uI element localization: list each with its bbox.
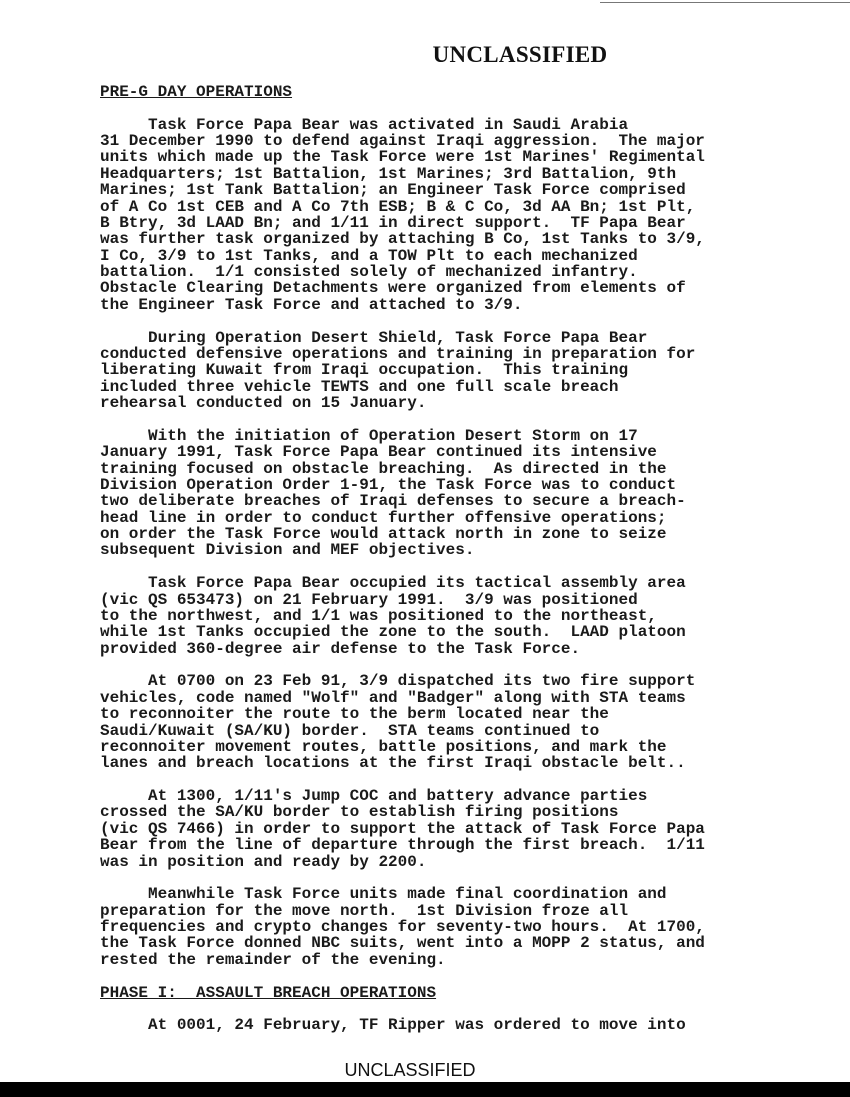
paragraph: Meanwhile Task Force units made final coordination and preparation for the move north. 1st Division froze all frequencies and crypto changes for seventy-two hours. At 1700, the Task Force donned NBC suits, went into a MOPP 2 status, and rested the remainder of the evening. [100,885,705,969]
paragraph: During Operation Desert Shield, Task Force Papa Bear conducted defensive operations and training in preparation for liberating Kuwait from Iraqi occupation. This training included three vehicle TEWTS and one full scale breach rehearsal conducted on 15 January. [100,328,696,413]
paragraph: Task Force Papa Bear was activated in Saudi Arabia 31 December 1990 to defend against Iraqi aggression. The major units which made up the Task Force were 1st Marines' Regimental Headquarters; 1st Battalion, 1st Marines; 3rd Battalion, 9th Marines; 1st Tank Battalion; an Engineer Task Force comprised of A Co 1st CEB and A Co 7th ESB; B & C Co, 3d AA Bn; 1st Plt, B Btry, 3d LAAD Bn; and 1/11 in direct support. TF Papa Bear was further task organized by attaching B Co, 1st Tanks to 3/9, I Co, 3/9 to 1st Tanks, and a TOW Plt to each mechanized battalion. 1/1 consisted solely of mechanized infantry. Obstacle Clearing Detachments were organized from elements of the Engineer Task Force and attached to 3/9. [100,115,705,314]
section-heading-phase-1: PHASE I: ASSAULT BREACH OPERATIONS [100,983,437,1002]
paragraph: Task Force Papa Bear occupied its tactical assembly area (vic QS 653473) on 21 February 1991. 3/9 was positioned to the northwest, and 1/1 was positioned to the northeast, while 1st Tanks occupied the zone to the south. LAAD platoon provided 360-degree air defense to the Task Force. [100,574,686,658]
paragraph: At 0700 on 23 Feb 91, 3/9 dispatched its two fire support vehicles, code named "Wolf" and "Badger" along with STA teams to reconnoiter the route to the berm located near the Saudi/Kuwait (SA/KU) border. STA teams continued to reconnoiter movement routes, battle positions, and mark the lanes and breach locations at the first Iraqi obstacle belt.. [100,672,696,773]
classification-header: UNCLASSIFIED [432,42,608,67]
document-body [100,84,705,1034]
classification-footer: UNCLASSIFIED [344,1060,476,1080]
paragraph: With the initiation of Operation Desert Storm on 17 January 1991, Task Force Papa Bear continued its intensive training focused on obstacle breaching. As directed in the Division Operation Order 1-91, the Task Force was to conduct two deliberate breaches of Iraqi defenses to secure a breach- head line in order to conduct further offensive operations; on order the Task Force would attack north in zone to seize subsequent Division and MEF objectives. [100,426,686,560]
section-heading-pre-g-day: PRE-G DAY OPERATIONS [100,83,293,101]
scan-edge-line [600,2,850,3]
scan-bottom-bar [0,1082,850,1097]
paragraph: At 1300, 1/11's Jump COC and battery advance parties crossed the SA/KU border to establish firing positions (vic QS 7466) in order to support the attack of Task Force Papa Bear from the line of departure through the first breach. 1/11 was in position and ready by 2200. [100,787,705,871]
paragraph: At 0001, 24 February, TF Ripper was ordered to move into [100,1016,686,1035]
